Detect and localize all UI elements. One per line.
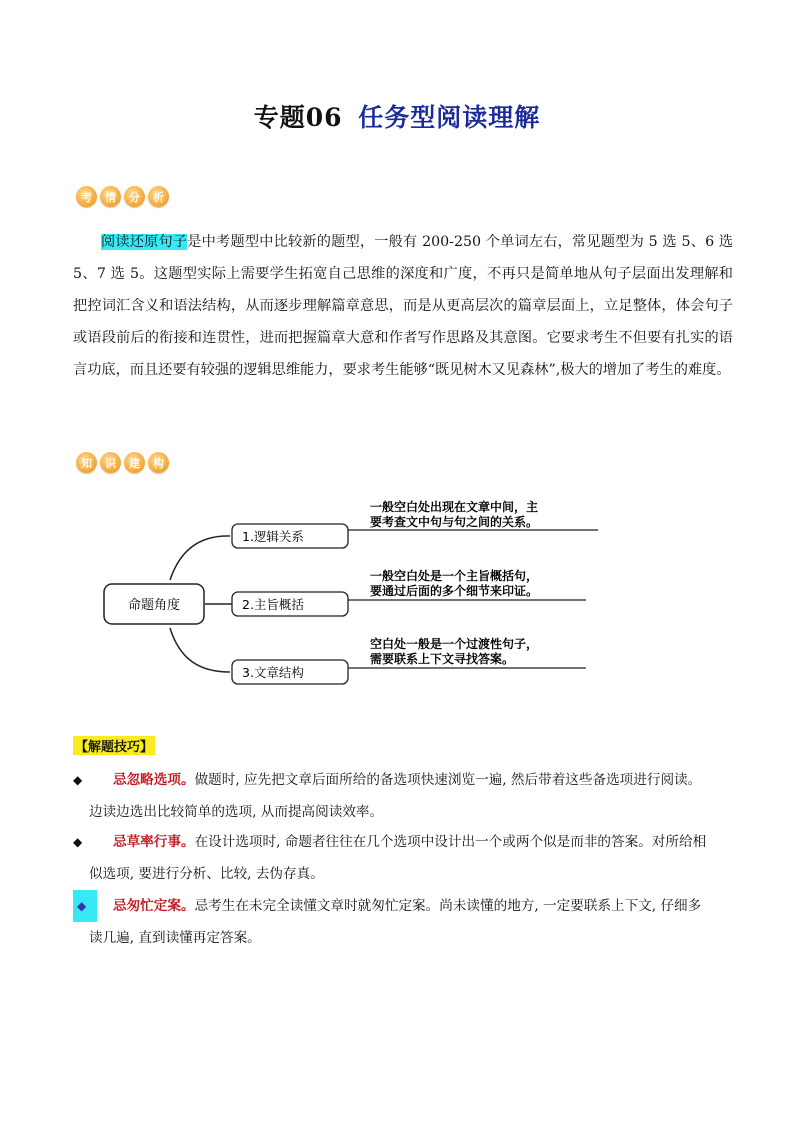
branch-note: 一般空白处出现在文章中间，主: [370, 500, 539, 514]
branch-note: 要通过后面的多个细节来印证。: [370, 584, 539, 598]
diamond-bullet-icon: ◆: [73, 835, 83, 849]
branch-note: 要考查文中句与句之间的关系。: [370, 515, 539, 529]
intro-paragraph: [73, 226, 733, 386]
branch-note: 空白处一般是一个过渡性句子，: [370, 637, 539, 651]
badge-char: 构: [148, 452, 169, 473]
title-main: 任务型阅读理解: [358, 103, 541, 132]
connector-curve: [170, 536, 230, 580]
tip-text-cont: 读几遍, 直到读懂再定答案。: [89, 930, 261, 946]
badge-char: 情: [100, 186, 121, 207]
tip-head: 忌忽略选项。: [113, 772, 195, 788]
intro-highlight: 阅读还原句子: [101, 234, 188, 250]
tip-item: [73, 890, 733, 954]
tip-head: 忌草率行事。: [113, 834, 195, 850]
page-title: [0, 98, 794, 134]
intro-text: 是中考题型中比较新的题型，一般有 200-250 个单词左右，常见题型为 5 选 5、6 选 5、7 选 5。这题型实际上需要学生拓宽自己思维的深度和广度，不再只是简单地从句子层面出发理解和把控词汇含义和语法结构，从而逐步理解篇章意思，而是从更高层次的篇章层面上，立足整体，体会句子或语段前后的衔接和连贯性，进而把握篇章大意和作者写作思路及其意图。它要求考生不但要有扎实的语言功底，而且还要有较强的逻辑思维能力，要求考生能够“既见树木又见森林”,极大的增加了考生的难度。: [73, 234, 733, 378]
badge-char: 建: [124, 452, 145, 473]
diamond-bullet-icon: ◆: [73, 773, 83, 787]
tip-text-cont: 边读边选出比较简单的选项, 从而提高阅读效率。: [89, 804, 384, 820]
tip-item: [73, 826, 733, 890]
badge-char: 析: [148, 186, 169, 207]
badge-char: 识: [100, 452, 121, 473]
section-badge-knowledge: [76, 452, 169, 473]
tips-heading: 【解题技巧】: [73, 736, 155, 755]
mind-map-diagram: [90, 490, 610, 690]
tip-item: [73, 764, 733, 828]
tip-text-cont: 似选项, 要进行分析、比较, 去伪存真。: [89, 866, 324, 882]
tip-text: 忌考生在未完全读懂文章时就匆忙定案。尚未读懂的地方, 一定要联系上下文, 仔细多: [194, 898, 702, 914]
diamond-bullet-icon: ◆: [73, 890, 97, 922]
tip-text: 做题时, 应先把文章后面所给的备选项快速浏览一遍, 然后带着这些备选项进行阅读。: [194, 772, 702, 788]
badge-char: 考: [76, 186, 97, 207]
branch-label: 3.文章结构: [242, 665, 304, 680]
badge-char: 分: [124, 186, 145, 207]
root-label: 命题角度: [127, 598, 181, 613]
branch-note: 需要联系上下文寻找答案。: [370, 652, 515, 666]
branch-note: 一般空白处是一个主旨概括句，: [370, 569, 539, 583]
tip-text: 在设计选项时, 命题者往往在几个选项中设计出一个或两个似是而非的答案。对所给相: [194, 834, 707, 850]
connector-curve: [170, 628, 230, 672]
branch-label: 1.逻辑关系: [242, 529, 304, 544]
branch-label: 2.主旨概括: [242, 597, 304, 612]
section-badge-analysis: [76, 186, 169, 207]
badge-char: 知: [76, 452, 97, 473]
title-prefix: 专题06: [253, 103, 343, 132]
tip-head: 忌匆忙定案。: [113, 898, 195, 914]
